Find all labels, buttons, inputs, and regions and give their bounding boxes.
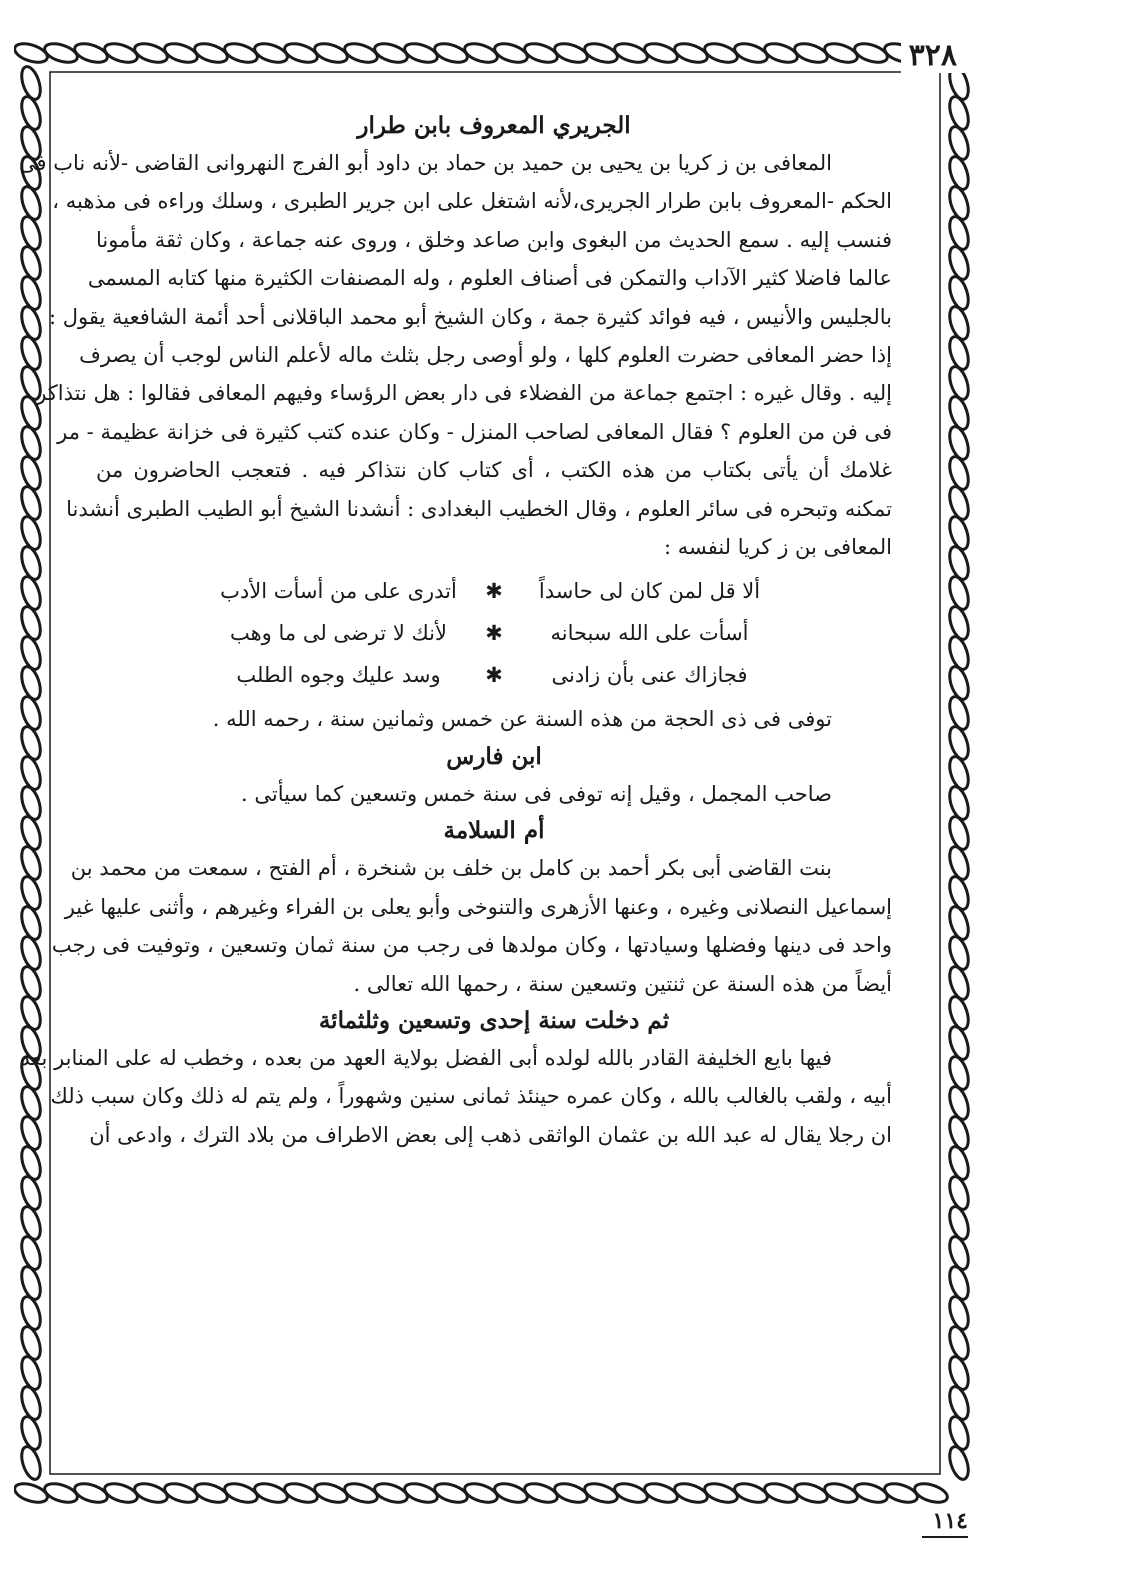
signature-mark (922, 1508, 968, 1538)
star-separator-icon: ✱ (485, 663, 503, 688)
verse-second-hemistich: وسد عليك وجوه الطلب (236, 663, 441, 688)
text-line: غلامك أن يأتى بكتاب من هذه الكتب ، أى كتاب كان نتذاكر فيه . فتعجب الحاضرون من (96, 458, 892, 483)
text-line: واحد فى دينها وفضلها وسيادتها ، وكان مولدها فى رجب من سنة ثمان وتسعين ، وتوفيت فى رجب (51, 933, 892, 958)
text-line: المعافى بن ز كريا لنفسه : (663, 535, 892, 560)
verse-second-hemistich: لأنك لا ترضى لى ما وهب (229, 621, 448, 646)
poem-verse (96, 654, 892, 696)
page-body (18, 108, 892, 1438)
star-separator-icon: ✱ (485, 621, 503, 646)
text-line: فيها بايع الخليفة القادر بالله لولده أبى الفضل بولاية العهد من بعده ، وخطب له على المنابر بعد (20, 1045, 832, 1070)
section-heading: ابن فارس (446, 742, 542, 770)
text-line: صاحب المجمل ، وقيل إنه توفى فى سنة خمس وتسعين كما سيأتى . (241, 781, 832, 806)
text-line: عالما فاضلا كثير الآداب والتمكن فى أصناف العلوم ، وله المصنفات الكثيرة منها كتابه المسمى (87, 266, 892, 291)
section-heading: الجريري المعروف بابن طرار (357, 112, 631, 139)
text-line: أيضاً من هذه السنة عن ثنتين وتسعين سنة ، رحمها الله تعالى . (353, 971, 892, 996)
page-number: ٣٢٨ (901, 38, 965, 73)
text-line: إسماعيل النصلانى وغيره ، وعنها الأزهرى والتنوخى وأبو يعلى بن الفراء وغيرهم ، وأثنى عليها غير (64, 894, 892, 919)
text-line: فى فن من العلوم ؟ فقال المعافى لصاحب المنزل - وكان عنده كتب كثيرة فى خزانة عظيمة - مر (57, 419, 892, 444)
text-line: إليه . وقال غيره : اجتمع جماعة من الفضلاء فى دار بعض الرؤساء وفيهم المعافى فقالوا : هل نتذاكر (36, 381, 892, 406)
text-line: المعافى بن ز كريا بن يحيى بن حميد بن حماد بن داود أبو الفرج النهروانى القاضى -لأنه ناب فى (18, 151, 832, 175)
text-line: تمكنه وتبحره فى سائر العلوم ، وقال الخطيب البغدادى : أنشدنا الشيخ أبو الطيب الطبرى أنشدنا (66, 496, 892, 521)
section-heading: أم السلامة (443, 817, 545, 845)
verse-first-hemistich: ألا قل لمن كان لى حاسداً (538, 579, 761, 604)
poem (96, 570, 892, 696)
section-heading: ثم دخلت سنة إحدى وتسعين وثلثمائة (318, 1006, 670, 1034)
text-line: إذا حضر المعافى حضرت العلوم كلها ، ولو أوصى رجل بثلث ماله لأعلم الناس لوجب أن يصرف (79, 343, 892, 368)
verse-first-hemistich: فجازاك عنى بأن زادنى (551, 663, 748, 688)
signature-number: ١١٤ (932, 1508, 968, 1534)
text-line: الحكم -المعروف بابن طرار الجريرى،لأنه اشتغل على ابن جرير الطبرى ، وسلك وراءه فى مذهبه ، (52, 189, 892, 214)
text-line: أبيه ، ولقب بالغالب بالله ، وكان عمره حينئذ ثمانى سنين وشهوراً ، ولم يتم له ذلك وكان سبب ذلك (50, 1084, 892, 1109)
text-line: ان رجلا يقال له عبد الله بن عثمان الواثقى ذهب إلى بعض الاطراف من بلاد الترك ، وادعى أن (89, 1122, 892, 1147)
verse-first-hemistich: أسأت على الله سبحانه (550, 621, 749, 646)
text-line: بنت القاضى أبى بكر أحمد بن كامل بن خلف بن شنخرة ، أم الفتح ، سمعت من محمد بن (70, 856, 832, 881)
poem-verse (96, 570, 892, 612)
verse-second-hemistich: أتدرى على من أسأت الأدب (220, 579, 457, 604)
star-separator-icon: ✱ (485, 579, 503, 604)
text-line: بالجليس والأنيس ، فيه فوائد كثيرة جمة ، وكان الشيخ أبو محمد الباقلانى أحد أئمة الشافعية يقول : (49, 304, 892, 329)
signature-rule (922, 1536, 968, 1538)
text-line: توفى فى ذى الحجة من هذه السنة عن خمس وثمانين سنة ، رحمه الله . (212, 707, 832, 732)
text-line: فنسب إليه . سمع الحديث من البغوى وابن صاعد وخلق ، وروى عنه جماعة ، وكان ثقة مأمونا (96, 227, 892, 252)
poem-verse (96, 612, 892, 654)
